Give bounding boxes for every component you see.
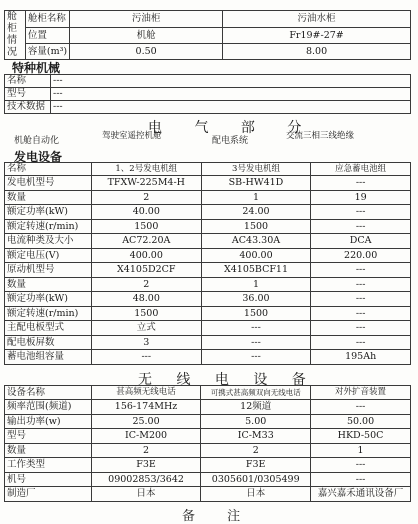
radio-cell: 5.00 — [201, 414, 311, 429]
radio-header: 可携式甚高频双向无线电话 — [201, 386, 311, 400]
tank-cell: Fr19#-27# — [223, 28, 411, 44]
tank-col2: 污油水柜 — [223, 11, 411, 28]
gen-cell: 1500 — [201, 219, 311, 234]
radio-cell: 2 — [91, 443, 201, 458]
electric-title: 电 气 部 分 — [148, 120, 316, 136]
radio-cell: 0305601/0305499 — [201, 472, 311, 487]
gen-cell: --- — [311, 205, 411, 220]
gen-cell: 1 — [201, 190, 311, 205]
gen-cell: AC43.30A — [201, 234, 311, 249]
radio-cell: 2 — [201, 443, 311, 458]
gen-row — [5, 292, 411, 307]
radio-cell: 嘉兴嘉禾通讯设备厂 — [311, 487, 411, 502]
gen-cell: --- — [311, 219, 411, 234]
radio-cell: 12频道 — [201, 400, 311, 415]
gen-row — [5, 176, 411, 191]
gen-row-label: 蓄电池组容量 — [5, 350, 92, 365]
gen-cell: 400.00 — [91, 248, 201, 263]
gen-header: 1、2号发电机组 — [91, 163, 201, 176]
gen-cell: TFXW-225M4-H — [91, 176, 201, 191]
gen-row — [5, 219, 411, 234]
gen-row — [5, 277, 411, 292]
gen-row-label: 数量 — [5, 190, 92, 205]
gen-header: 名称 — [5, 163, 92, 176]
gen-cell: --- — [201, 335, 311, 350]
gen-cell: --- — [311, 292, 411, 307]
gen-cell: --- — [201, 321, 311, 336]
gen-cell: --- — [311, 176, 411, 191]
tank-cell: 0.50 — [70, 44, 223, 60]
gen-cell: 19 — [311, 190, 411, 205]
radio-header: 设备名称 — [5, 386, 92, 400]
gen-row-label: 主配电板型式 — [5, 321, 92, 336]
radio-header: 对外扩音装置 — [311, 386, 411, 400]
radio-row-label: 频率范围(频道) — [5, 400, 92, 415]
gen-cell: --- — [311, 335, 411, 350]
radio-cell: 1 — [311, 443, 411, 458]
radio-row — [5, 443, 411, 458]
gen-cell: --- — [311, 263, 411, 278]
gen-cell: 400.00 — [201, 248, 311, 263]
radio-cell: IC-M33 — [201, 429, 311, 444]
gen-cell: 24.00 — [201, 205, 311, 220]
gen-cell: --- — [311, 321, 411, 336]
tank-col1: 污油柜 — [70, 11, 223, 28]
gen-cell: 36.00 — [201, 292, 311, 307]
generator-title: 发电设备 — [14, 150, 63, 164]
radio-row-label: 型号 — [5, 429, 92, 444]
radio-cell: --- — [311, 400, 411, 415]
radio-row — [5, 414, 411, 429]
radio-row-label: 输出功率(w) — [5, 414, 92, 429]
gen-row — [5, 190, 411, 205]
radio-cell: 09002853/3642 — [91, 472, 201, 487]
gen-row-label: 额定功率(kW) — [5, 205, 92, 220]
gen-cell: 1500 — [201, 306, 311, 321]
gen-cell: --- — [311, 277, 411, 292]
gen-cell: 2 — [91, 277, 201, 292]
gen-row — [5, 335, 411, 350]
gen-row — [5, 306, 411, 321]
radio-row-label: 工作类型 — [5, 458, 92, 473]
radio-cell: F3E — [91, 458, 201, 473]
gen-row-label: 额定转速(r/min) — [5, 219, 92, 234]
radio-cell: 156-174MHz — [91, 400, 201, 415]
tank-name-label: 舱柜名称 — [25, 11, 69, 28]
gen-cell: 1500 — [91, 219, 201, 234]
gen-row — [5, 248, 411, 263]
special-row-value: --- — [50, 101, 410, 114]
gen-cell: --- — [311, 306, 411, 321]
gen-row-label: 额定转速(r/min) — [5, 306, 92, 321]
gen-header: 3号发电机组 — [201, 163, 311, 176]
gen-cell: 40.00 — [91, 205, 201, 220]
gen-row — [5, 205, 411, 220]
gen-cell: 1500 — [91, 306, 201, 321]
automation-label: 机舱自动化 — [14, 136, 60, 146]
gen-cell: --- — [91, 350, 201, 365]
radio-cell: F3E — [201, 458, 311, 473]
radio-cell: --- — [311, 472, 411, 487]
radio-cell: 日本 — [201, 487, 311, 502]
radio-title: 无 线 电 设 备 — [138, 372, 316, 388]
radio-row — [5, 458, 411, 473]
tank-table — [4, 10, 411, 60]
gen-row — [5, 321, 411, 336]
gen-header: 应急蓄电池组 — [311, 163, 411, 176]
tank-row-label: 容量(m³) — [25, 44, 69, 60]
gen-cell: 3 — [91, 335, 201, 350]
gen-row — [5, 234, 411, 249]
gen-cell: X4105D2CF — [91, 263, 201, 278]
special-row-label: 型号 — [5, 88, 51, 101]
tank-cell: 8.00 — [223, 44, 411, 60]
radio-row — [5, 400, 411, 415]
special-row-value: --- — [50, 75, 410, 88]
radio-header: 甚高频无线电话 — [91, 386, 201, 400]
gen-row-label: 电流种类及大小 — [5, 234, 92, 249]
radio-cell: 50.00 — [311, 414, 411, 429]
radio-cell: 日本 — [91, 487, 201, 502]
radio-row — [5, 472, 411, 487]
radio-cell: HKD-50C — [311, 429, 411, 444]
gen-row-label: 发电机型号 — [5, 176, 92, 191]
gen-cell: AC72.20A — [91, 234, 201, 249]
gen-row-label: 额定功率(kW) — [5, 292, 92, 307]
radio-row — [5, 429, 411, 444]
tank-cell: 机舱 — [70, 28, 223, 44]
radio-cell: 25.00 — [91, 414, 201, 429]
radio-row-label: 机号 — [5, 472, 92, 487]
automation-value: 驾驶室遥控机舱 — [102, 131, 162, 141]
gen-cell: DCA — [311, 234, 411, 249]
generator-table — [4, 162, 411, 365]
radio-row-label: 制造厂 — [5, 487, 92, 502]
radio-cell: IC-M200 — [91, 429, 201, 444]
gen-cell: --- — [201, 350, 311, 365]
radio-row — [5, 487, 411, 502]
gen-row-label: 配电板屏数 — [5, 335, 92, 350]
gen-cell: 195Ah — [311, 350, 411, 365]
gen-cell: SB-HW41D — [201, 176, 311, 191]
distribution-value: 交流三相三线绝缘 — [286, 131, 355, 141]
gen-cell: 2 — [91, 190, 201, 205]
gen-cell: X4105BCF11 — [201, 263, 311, 278]
gen-cell: 立式 — [91, 321, 201, 336]
distribution-label: 配电系统 — [212, 136, 249, 146]
footer-label: 备 注 — [182, 509, 255, 524]
radio-table — [4, 385, 411, 502]
gen-row-label: 原动机型号 — [5, 263, 92, 278]
gen-row-label: 数量 — [5, 277, 92, 292]
radio-row-label: 数量 — [5, 443, 92, 458]
special-row-label: 名称 — [5, 75, 51, 88]
special-row-label: 技术数据 — [5, 101, 51, 114]
gen-row — [5, 350, 411, 365]
gen-cell: 48.00 — [91, 292, 201, 307]
tank-header-label: 舱柜 情况 — [5, 11, 26, 60]
tank-row-label: 位置 — [25, 28, 69, 44]
gen-row — [5, 263, 411, 278]
special-machinery-title: 特种机械 — [12, 61, 61, 75]
gen-cell: 1 — [201, 277, 311, 292]
gen-cell: 220.00 — [311, 248, 411, 263]
special-table — [4, 74, 411, 114]
special-row-value: --- — [50, 88, 410, 101]
radio-cell: --- — [311, 458, 411, 473]
gen-row-label: 额定电压(V) — [5, 248, 92, 263]
